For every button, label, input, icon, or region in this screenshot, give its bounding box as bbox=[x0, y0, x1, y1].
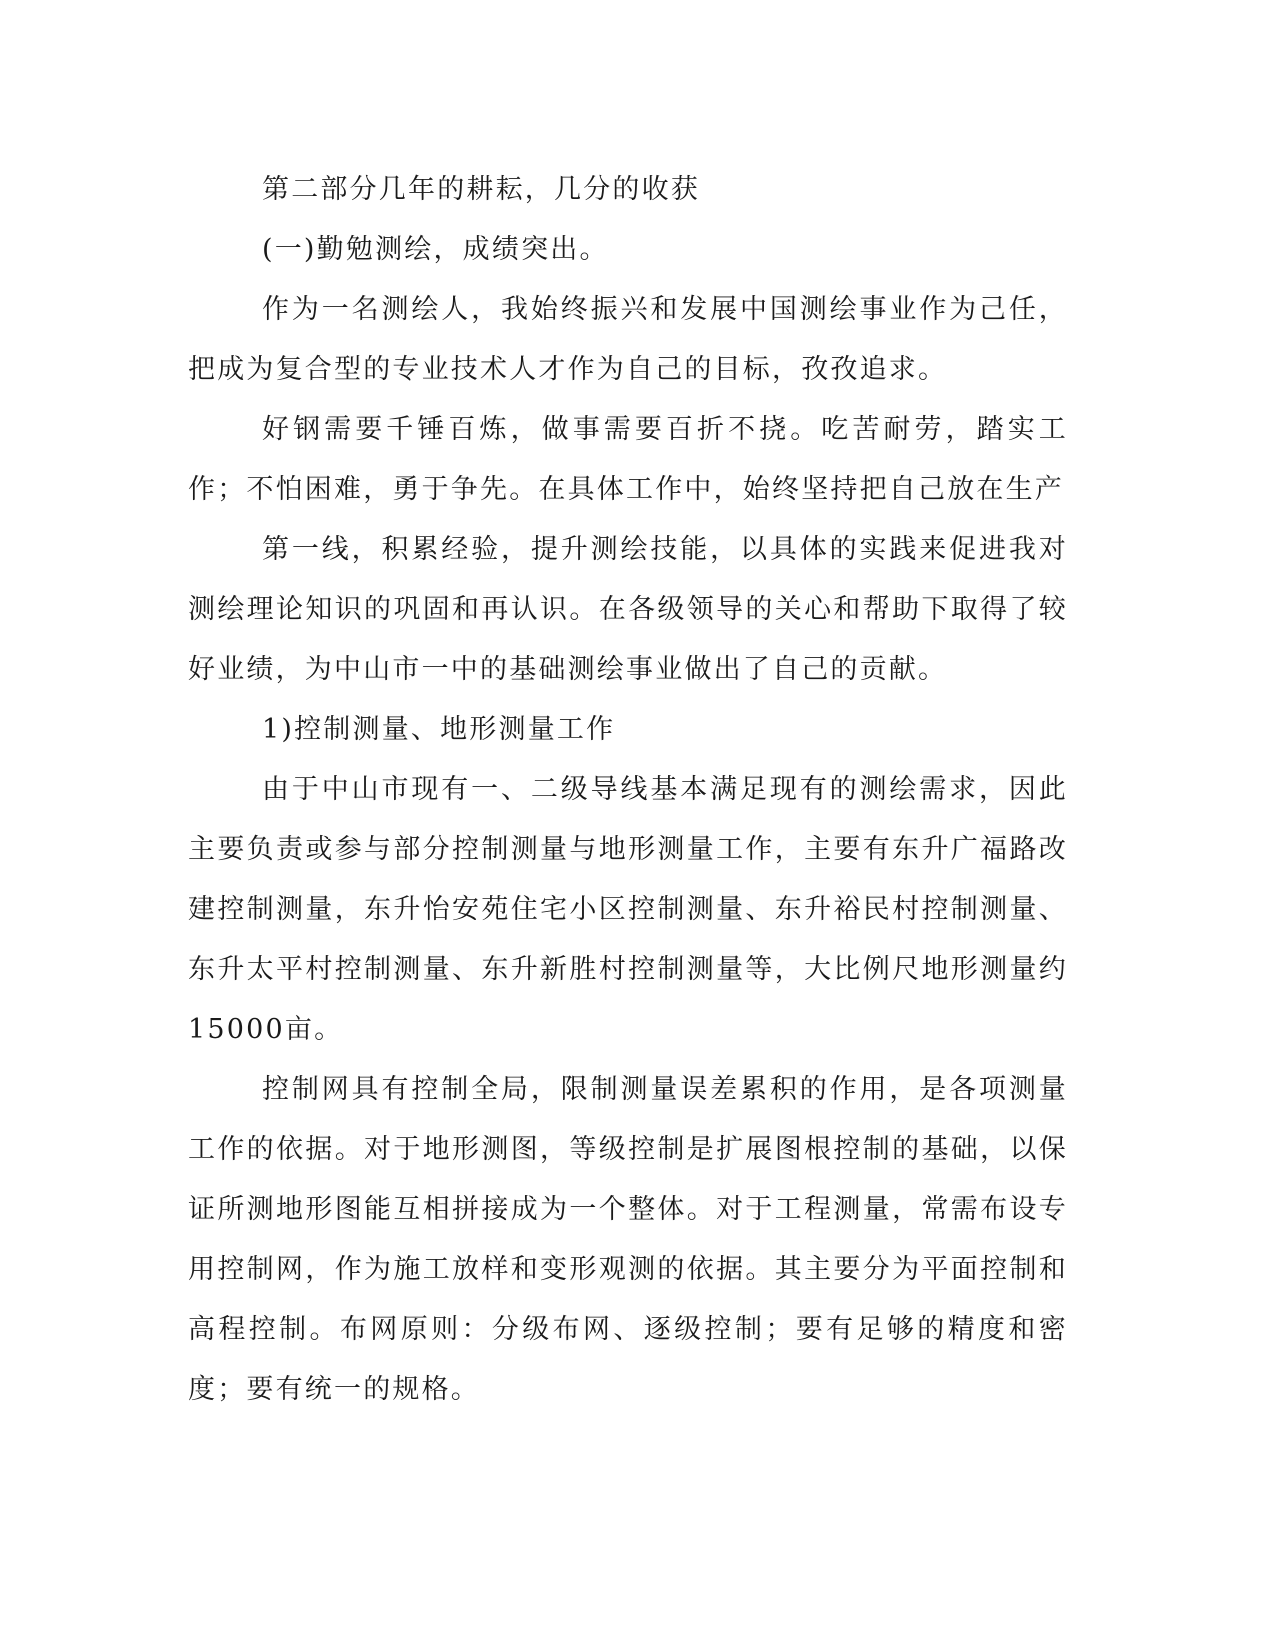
body-paragraph: 好钢需要千锤百炼，做事需要百折不挠。吃苦耐劳，踏实工作；不怕困难，勇于争先。在具体工作中，始终坚持把自己放在生产 bbox=[188, 414, 1068, 505]
body-paragraph: 控制网具有控制全局，限制测量误差累积的作用，是各项测量工作的依据。对于地形测图，等级控制是扩展图根控制的基础，以保证所测地形图能互相拼接成为一个整体。对于工程测量，常需布设专用控制网，作为施工放样和变形观测的依据。其主要分为平面控制和高程控制。布网原则：分级布网、逐级控制；要有足够的精度和密度；要有统一的规格。 bbox=[188, 1074, 1068, 1405]
body-paragraph: 由于中山市现有一、二级导线基本满足现有的测绘需求，因此主要负责或参与部分控制测量与地形测量工作，主要有东升广福路改建控制测量，东升怡安苑住宅小区控制测量、东升裕民村控制测量、东升太平村控制测量、东升新胜村控制测量等，大比例尺地形测量约15000亩。 bbox=[188, 774, 1068, 1045]
item-heading: 1)控制测量、地形测量工作 bbox=[262, 714, 616, 745]
document-body bbox=[188, 160, 1068, 1420]
section-heading: 第二部分几年的耕耘，几分的收获 bbox=[262, 174, 700, 205]
body-paragraph: 作为一名测绘人，我始终振兴和发展中国测绘事业作为己任，把成为复合型的专业技术人才作为自己的目标，孜孜追求。 bbox=[188, 294, 1068, 385]
subsection-heading: (一)勤勉测绘，成绩突出。 bbox=[262, 234, 609, 265]
body-paragraph: 第一线，积累经验，提升测绘技能，以具体的实践来促进我对测绘理论知识的巩固和再认识。在各级领导的关心和帮助下取得了较好业绩，为中山市一中的基础测绘事业做出了自己的贡献。 bbox=[188, 534, 1068, 685]
